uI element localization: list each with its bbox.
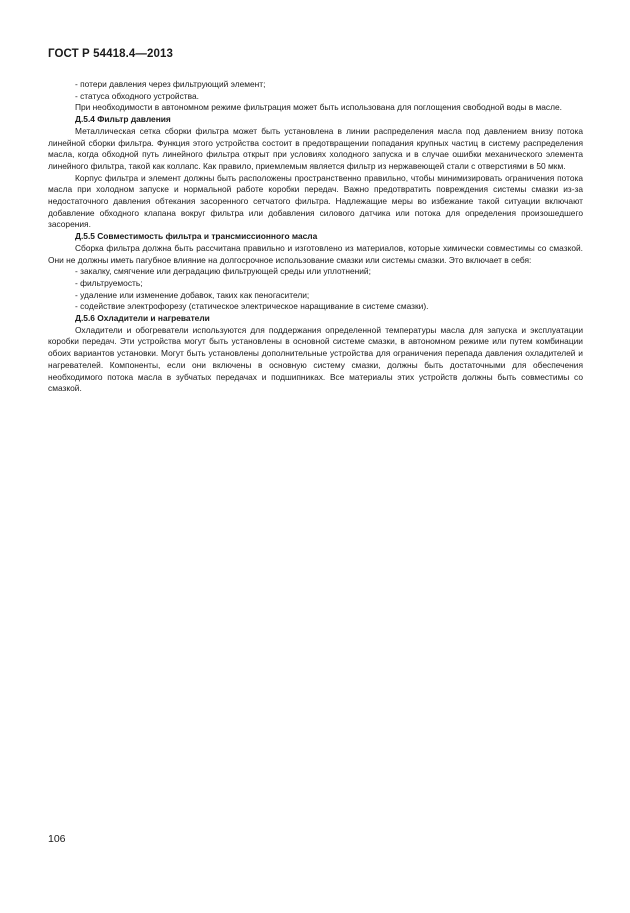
paragraph: Металлическая сетка сборки фильтра может быть установлена в линии распределения масла под давлением внизу потока линейной сборки фильтра. Функция этого устройства состоит в предотвращении попадания крупных частиц в систему распределения масла, когда обходной путь линейного фильтра открыт при условиях холодного запуска и в случае ошибки механического элемента линейного фильтра, такой как коллапс. Как правило, приемлемым является фильтр из нержавеющей стали с отверстиями в 50 мкм. (48, 125, 583, 171)
section-heading: Д.5.5 Совместимость фильтра и трансмиссионного масла (75, 231, 318, 242)
section-heading: Д.5.4 Фильтр давления (75, 114, 171, 125)
page-number: 106 (48, 833, 66, 845)
list-item: - удаление или изменение добавок, таких как пеногасители; (75, 289, 310, 300)
list-item: - статуса обходного устройства. (75, 90, 199, 101)
list-item: - закалку, смягчение или деградацию фильтрующей среды или уплотнений; (75, 266, 371, 277)
list-item: - содействие электрофорезу (статическое электрическое наращивание в системе смазки). (75, 301, 429, 312)
paragraph: Сборка фильтра должна быть рассчитана правильно и изготовлено из материалов, которые химически совместимы со смазкой. Они не должны иметь пагубное влияние на долгосрочное использование смазки или системы смазки. Это включает в себя: (48, 242, 583, 265)
paragraph: Корпус фильтра и элемент должны быть расположены пространственно правильно, чтобы минимизировать ограничения потока масла при холодном запуске и нормальной работе коробки передач. Важно предотвратить повреждения системы смазки из-за недостаточного давления обтекания засоренного сетчатого фильтра. Надлежащие меры во избежание такой ситуации включают добавление обходного клапана вокруг фильтра или добавления силового датчика или потока для определения произошедшего засорения. (48, 172, 583, 230)
document-body (48, 79, 583, 395)
paragraph: При необходимости в автономном режиме фильтрация может быть использована для поглощения свободной воды в масле. (75, 102, 562, 113)
list-item: - потери давления через фильтрующий элемент; (75, 79, 266, 89)
list-item: - фильтруемость; (75, 277, 143, 288)
paragraph: Охладители и обогреватели используются для поддержания определенной температуры масла для запуска и эксплуатации коробки передач. Эти устройства могут быть установлены в основной системе смазки, в автономном режиме или путем комбинации обоих вариантов установки. Могут быть установлены дополнительные устройства для ограничения перепада давления охладителей и нагревателей. Компоненты, если они включены в основную систему смазки, должны быть достаточными для обеспечения необходимого потока масла в зубчатых передачах и подшипниках. Все материалы этих устройств должны быть совместимы со смазкой. (48, 324, 583, 394)
document-header: ГОСТ Р 54418.4—2013 (48, 48, 173, 60)
section-heading: Д.5.6 Охладители и нагреватели (75, 313, 210, 324)
